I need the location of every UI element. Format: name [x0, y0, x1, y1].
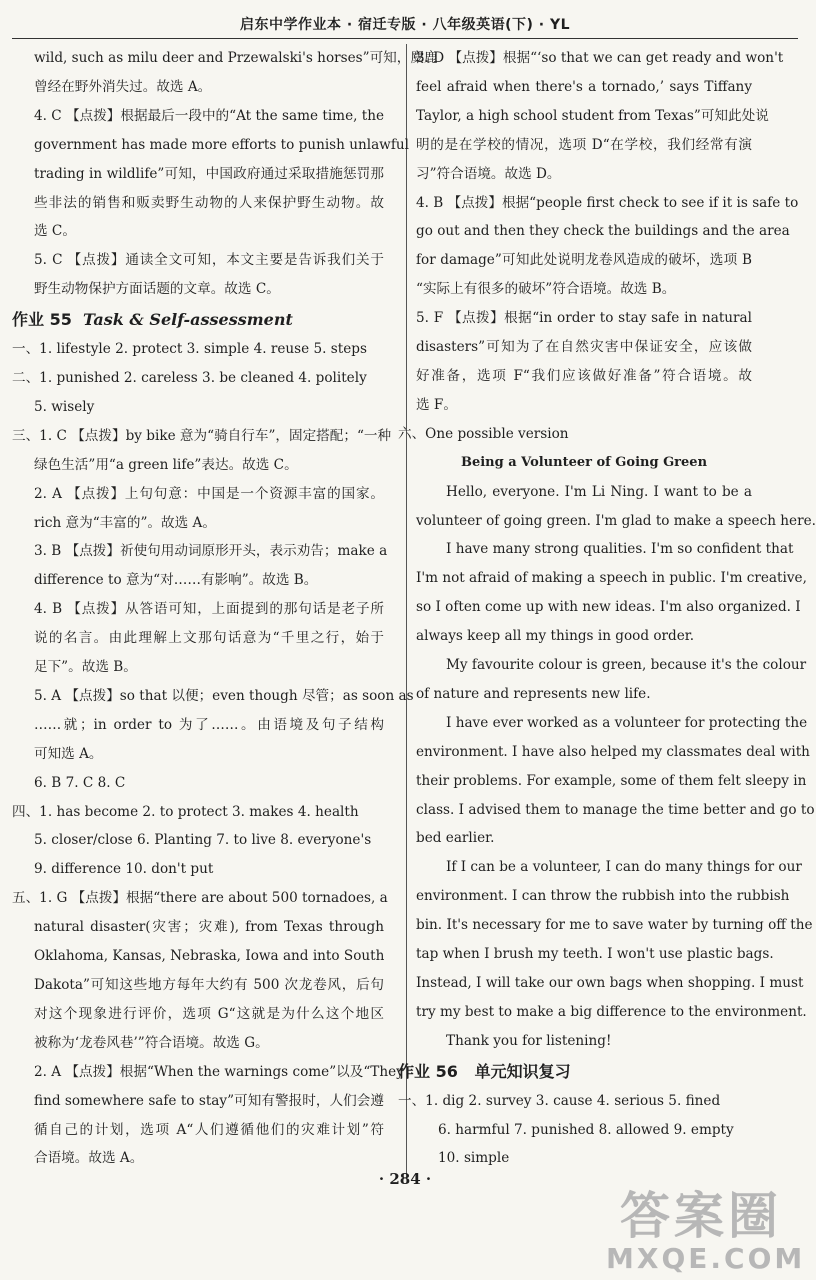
section-heading-56 — [398, 1058, 752, 1087]
essay-line: tap when I brush my teeth. I won't use plastic bags. — [416, 946, 774, 963]
answer-line: 说的名言。由此理解上文那句话意为“千里之行，始于 — [34, 630, 384, 647]
answer-line: find somewhere safe to stay”可知有警报时，人们会遵 — [34, 1092, 384, 1109]
page-number: · 284 · — [378, 1170, 432, 1188]
essay-line: environment. I can throw the rubbish into the rubbish — [416, 888, 790, 905]
answer-line: feel afraid when there's a tornado,’ says Tiffany — [416, 78, 752, 95]
answer-line: Taylor, a high school student from Texas”可知此处说 — [416, 107, 769, 124]
answer-line: “实际上有很多的破坏”符合语境。故选 B。 — [416, 281, 676, 298]
essay-line: try my best to make a big difference to the environment. — [416, 1003, 807, 1020]
essay-title: Being a Volunteer of Going Green — [460, 454, 708, 470]
essay-line: environment. I have also helped my classmates deal with — [416, 743, 810, 760]
answer-line: natural disaster(灾害；灾难), from Texas through — [34, 919, 384, 936]
essay-line: I'm not afraid of making a speech in public. I'm creative, — [416, 570, 807, 587]
answer-line: 些非法的销售和贩卖野生动物的人来保护野生动物。故 — [34, 194, 384, 211]
answer-line: trading in wildlife”可知，中国政府通过采取措施惩罚那 — [34, 165, 384, 182]
answer-line: 2. A 【点拨】上句句意：中国是一个资源丰富的国家。 — [34, 485, 384, 502]
essay-line: bin. It's necessary for me to save water by turning off the — [416, 917, 813, 934]
answer-line: 5. closer/close 6. Planting 7. to live 8. everyone's — [34, 832, 372, 849]
answer-line: 6. B 7. C 8. C — [34, 774, 126, 791]
section-label: 作业 55 — [12, 310, 72, 330]
answer-line: 一、1. dig 2. survey 3. cause 4. serious 5. fined — [398, 1092, 721, 1109]
answer-line: 5. C 【点拨】通读全文可知，本文主要是告诉我们关于 — [34, 252, 384, 269]
essay-line: My favourite colour is green, because it's the colour — [446, 657, 807, 674]
header-rule — [12, 38, 798, 39]
section-label-6: 六、One possible version — [398, 425, 569, 442]
answer-line: 2. A 【点拨】根据“When the warnings come”以及“They — [34, 1063, 404, 1080]
essay-line: bed earlier. — [416, 830, 495, 847]
answer-line: 5. A 【点拨】so that 以便；even though 尽管；as soon as — [34, 687, 414, 704]
answer-line: disasters”可知为了在自然灾害中保证安全，应该做 — [416, 339, 752, 356]
answer-line: 6. harmful 7. punished 8. allowed 9. empty — [438, 1121, 734, 1138]
answer-line: go out and then they check the buildings and the area — [416, 223, 790, 240]
answer-line: 4. B 【点拨】根据“people first check to see if it is safe to — [416, 194, 799, 211]
answer-line: 循自己的计划，选项 A“人们遵循他们的灾难计划”符 — [34, 1121, 384, 1138]
site-watermark-logo — [606, 1187, 806, 1276]
answer-line: difference to 意为“对……有影响”。故选 B。 — [34, 572, 318, 589]
answer-line: 合语境。故选 A。 — [34, 1150, 144, 1167]
running-header: 启东中学作业本 · 宿迁专版 · 八年级英语(下) · YL — [239, 17, 571, 33]
answer-line: 明的是在学校的情况，选项 D“在学校，我们经常有演 — [416, 136, 752, 153]
essay-line: their problems. For example, some of them felt sleepy in — [416, 772, 807, 789]
section-title: Task & Self-assessment — [82, 310, 293, 330]
answer-line: Dakota”可知这些地方每年大约有 500 次龙卷风，后句 — [34, 977, 384, 993]
answer-line: 对这个现象进行评价，选项 G“这就是为什么这个地区 — [34, 1005, 384, 1022]
answer-line: 好准备，选项 F“我们应该做好准备”符合语境。故 — [416, 367, 752, 384]
section-heading-55 — [12, 306, 384, 335]
essay-line: Hello, everyone. I'm Li Ning. I want to be a — [446, 483, 752, 500]
section-label: 作业 56 — [398, 1061, 458, 1081]
answer-line: 3. B 【点拨】祈使句用动词原形开头，表示劝告；make a — [34, 543, 388, 560]
answer-line: wild, such as milu deer and Przewalski's horses”可知，麋鹿 — [34, 50, 438, 66]
watermark-bottom: MXQE.COM — [606, 1242, 806, 1275]
essay-line: of nature and represents new life. — [416, 685, 651, 702]
answer-line: 9. difference 10. don't put — [34, 861, 214, 878]
answer-line: rich 意为“丰富的”。故选 A。 — [34, 514, 216, 531]
answer-line: 三、1. C 【点拨】by bike 意为“骑自行车”，固定搭配；“一种 — [12, 427, 392, 444]
answer-line: 选 F。 — [416, 396, 457, 413]
essay-line: I have many strong qualities. I'm so confident that — [446, 541, 794, 558]
answer-line: 野生动物保护方面话题的文章。故选 C。 — [34, 281, 280, 298]
essay-line: If I can be a volunteer, I can do many things for our — [446, 859, 802, 876]
answer-line: 四、1. has become 2. to protect 3. makes 4. health — [12, 803, 359, 820]
answer-line: 3. D 【点拨】根据“‘so that we can get ready and won't — [416, 50, 784, 66]
answer-line: 5. wisely — [34, 398, 95, 415]
section-title: 单元知识复习 — [474, 1061, 571, 1081]
column-divider — [406, 44, 407, 1174]
answer-line: 4. C 【点拨】根据最后一段中的“At the same time, the — [34, 107, 385, 124]
answer-line: 10. simple — [438, 1150, 510, 1167]
essay-line: class. I advised them to manage the time better and go to — [416, 801, 815, 818]
answer-line: government has made more efforts to punish unlawful — [34, 136, 409, 153]
answer-line: 习”符合语境。故选 D。 — [416, 165, 561, 182]
essay-line: always keep all my things in good order. — [416, 628, 695, 645]
answer-line: 曾经在野外消失过。故选 A。 — [34, 78, 212, 95]
answer-line: for damage”可知此处说明龙卷风造成的破坏，选项 B — [416, 252, 752, 269]
right-column — [398, 44, 816, 1173]
essay-line: I have ever worked as a volunteer for protecting the — [446, 714, 808, 731]
answer-line: 可知选 A。 — [34, 745, 103, 762]
answer-line: 一、1. lifestyle 2. protect 3. simple 4. reuse 5. steps — [12, 341, 367, 358]
answer-line: ……就；in order to 为了……。由语境及句子结构 — [34, 716, 384, 733]
answer-line: 绿色生活”用“a green life”表达。故选 C。 — [34, 456, 298, 473]
essay-line: volunteer of going green. I'm glad to make a speech here. — [416, 512, 816, 529]
answer-line: 足下”。故选 B。 — [34, 659, 137, 676]
essay-line: Thank you for listening! — [446, 1032, 612, 1049]
answer-line: 被称为‘龙卷风巷’”符合语境。故选 G。 — [34, 1034, 269, 1051]
answer-line: 选 C。 — [34, 223, 76, 240]
essay-line: Instead, I will take our own bags when shopping. I must — [416, 975, 804, 991]
answer-line: 五、1. G 【点拨】根据“there are about 500 tornadoes, a — [12, 890, 388, 907]
watermark-top: 答案圈 — [620, 1187, 782, 1245]
answer-line: 二、1. punished 2. careless 3. be cleaned 4. politely — [12, 369, 367, 386]
essay-line: so I often come up with new ideas. I'm also organized. I — [416, 599, 801, 616]
answer-line: 4. B 【点拨】从答语可知，上面提到的那句话是老子所 — [34, 601, 384, 618]
answer-line: Oklahoma, Kansas, Nebraska, Iowa and into South — [34, 948, 385, 965]
answer-line: 5. F 【点拨】根据“in order to stay safe in natural — [416, 310, 752, 327]
